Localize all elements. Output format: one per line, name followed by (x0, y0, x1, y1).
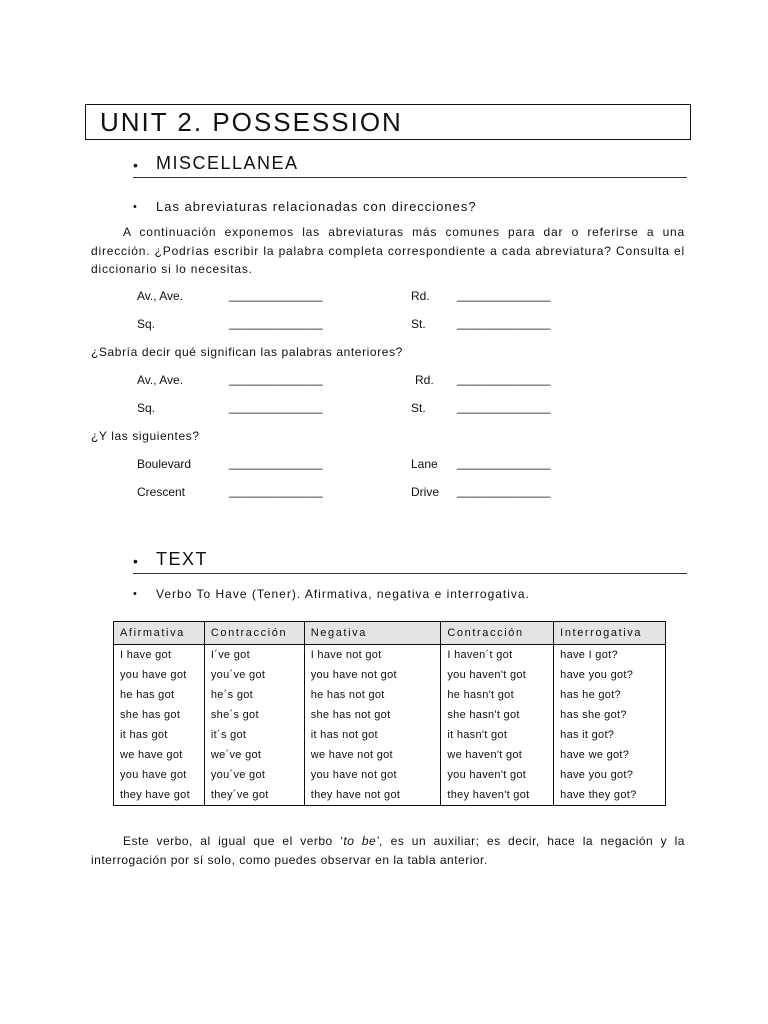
table-cell: have they got? (554, 785, 666, 806)
closing-emphasis: to be’, (343, 834, 384, 848)
answer-blank[interactable]: ______________ (229, 400, 323, 414)
answer-blank[interactable]: ______________ (457, 372, 551, 386)
table-cell: has it got? (554, 725, 666, 745)
answer-blank[interactable]: ______________ (229, 484, 323, 498)
sub-bullet-text: Las abreviaturas relacionadas con direcciones? (156, 199, 477, 214)
answer-blank[interactable]: ______________ (229, 288, 323, 302)
answer-blank[interactable]: ______________ (229, 316, 323, 330)
answer-blank[interactable]: ______________ (457, 400, 551, 414)
bullet-icon: • (133, 553, 140, 569)
table-cell: we´ve got (204, 745, 304, 765)
table-cell: they have not got (304, 785, 441, 806)
table-row (114, 725, 666, 745)
table-row (114, 705, 666, 725)
table-cell: he hasn't got (441, 685, 554, 705)
abbr-label: St. (411, 317, 426, 331)
table-cell: you´ve got (204, 665, 304, 685)
closing-text: Este verbo, al igual que el verbo ‘ (123, 834, 344, 848)
closing-text: es un auxiliar; es decir, hace la negación y la interrogación por sí solo, como puedes observar en la tabla anterior. (91, 834, 685, 867)
table-cell: I have got (114, 645, 205, 666)
table-cell: have you got? (554, 665, 666, 685)
abbr-label: Sq. (137, 401, 156, 415)
table-row (114, 745, 666, 765)
table-row (114, 785, 666, 806)
table-cell: you have got (114, 665, 205, 685)
table-cell: she´s got (204, 705, 304, 725)
table-cell: we haven't got (441, 745, 554, 765)
table-cell: they´ve got (204, 785, 304, 806)
table-row (114, 645, 666, 666)
table-cell: we have not got (304, 745, 441, 765)
intro-paragraph: A continuación exponemos las abreviaturas más comunes para dar o referirse a una dirección. ¿Podrías escribir la palabra completa correspondiente a cada abreviatura? Consulta el diccionario si lo necesitas. (91, 225, 685, 276)
table-cell: they haven't got (441, 785, 554, 806)
table-cell: he has got (114, 685, 205, 705)
unit-title-box (85, 104, 691, 140)
bullet-icon: • (133, 588, 138, 600)
table-cell: it hasn't got (441, 725, 554, 745)
table-cell: I´ve got (204, 645, 304, 666)
table-row (114, 685, 666, 705)
table-cell: you´ve got (204, 765, 304, 785)
word-label: Drive (411, 485, 440, 499)
abbr-label: Rd. (411, 289, 430, 303)
table-cell: has he got? (554, 685, 666, 705)
table-row (114, 665, 666, 685)
section-heading-text: TEXT (156, 549, 209, 569)
answer-blank[interactable]: ______________ (457, 316, 551, 330)
section-heading-miscellanea (133, 152, 687, 178)
table-cell: I have not got (304, 645, 441, 666)
table-cell: has she got? (554, 705, 666, 725)
table-cell: you have got (114, 765, 205, 785)
table-cell: it has not got (304, 725, 441, 745)
table-cell: I haven´t got (441, 645, 554, 666)
answer-blank[interactable]: ______________ (229, 372, 323, 386)
answer-blank[interactable]: ______________ (457, 484, 551, 498)
table-cell: have you got? (554, 765, 666, 785)
column-header: Negativa (304, 622, 441, 645)
section-heading-text-section (133, 548, 687, 574)
closing-paragraph (91, 832, 685, 869)
table-cell: have we got? (554, 745, 666, 765)
table-cell: she has got (114, 705, 205, 725)
answer-blank[interactable]: ______________ (457, 456, 551, 470)
table-cell: he´s got (204, 685, 304, 705)
table-cell: it has got (114, 725, 205, 745)
table-cell: you haven't got (441, 665, 554, 685)
table-cell: it´s got (204, 725, 304, 745)
verb-table (113, 621, 666, 806)
table-cell: they have got (114, 785, 205, 806)
answer-blank[interactable]: ______________ (229, 456, 323, 470)
question-text: ¿Y las siguientes? (91, 429, 200, 443)
abbr-label: Av., Ave. (137, 373, 184, 387)
question-text: ¿Sabría decir qué significan las palabras anteriores? (91, 345, 403, 359)
bullet-icon: • (133, 157, 140, 173)
table-cell: we have got (114, 745, 205, 765)
abbr-label: Av., Ave. (137, 289, 184, 303)
column-header: Contracción (441, 622, 554, 645)
column-header: Afirmativa (114, 622, 205, 645)
section-heading-text: MISCELLANEA (156, 153, 299, 173)
abbr-label: Rd. (415, 373, 434, 387)
table-cell: you have not got (304, 665, 441, 685)
table-cell: have I got? (554, 645, 666, 666)
answer-blank[interactable]: ______________ (457, 288, 551, 302)
column-header: Contracción (204, 622, 304, 645)
abbr-label: St. (411, 401, 426, 415)
column-header: Interrogativa (554, 622, 666, 645)
table-row (114, 765, 666, 785)
unit-title: UNIT 2. POSSESSION (100, 107, 403, 137)
abbr-label: Sq. (137, 317, 156, 331)
table-cell: he has not got (304, 685, 441, 705)
table-header-row (114, 622, 666, 645)
table-cell: you have not got (304, 765, 441, 785)
table-cell: she hasn't got (441, 705, 554, 725)
word-label: Lane (411, 457, 438, 471)
table-cell: she has not got (304, 705, 441, 725)
table-cell: you haven't got (441, 765, 554, 785)
sub-bullet-text: Verbo To Have (Tener). Afirmativa, negativa e interrogativa. (156, 587, 530, 601)
bullet-icon: • (133, 201, 138, 213)
word-label: Boulevard (137, 457, 192, 471)
word-label: Crescent (137, 485, 186, 499)
